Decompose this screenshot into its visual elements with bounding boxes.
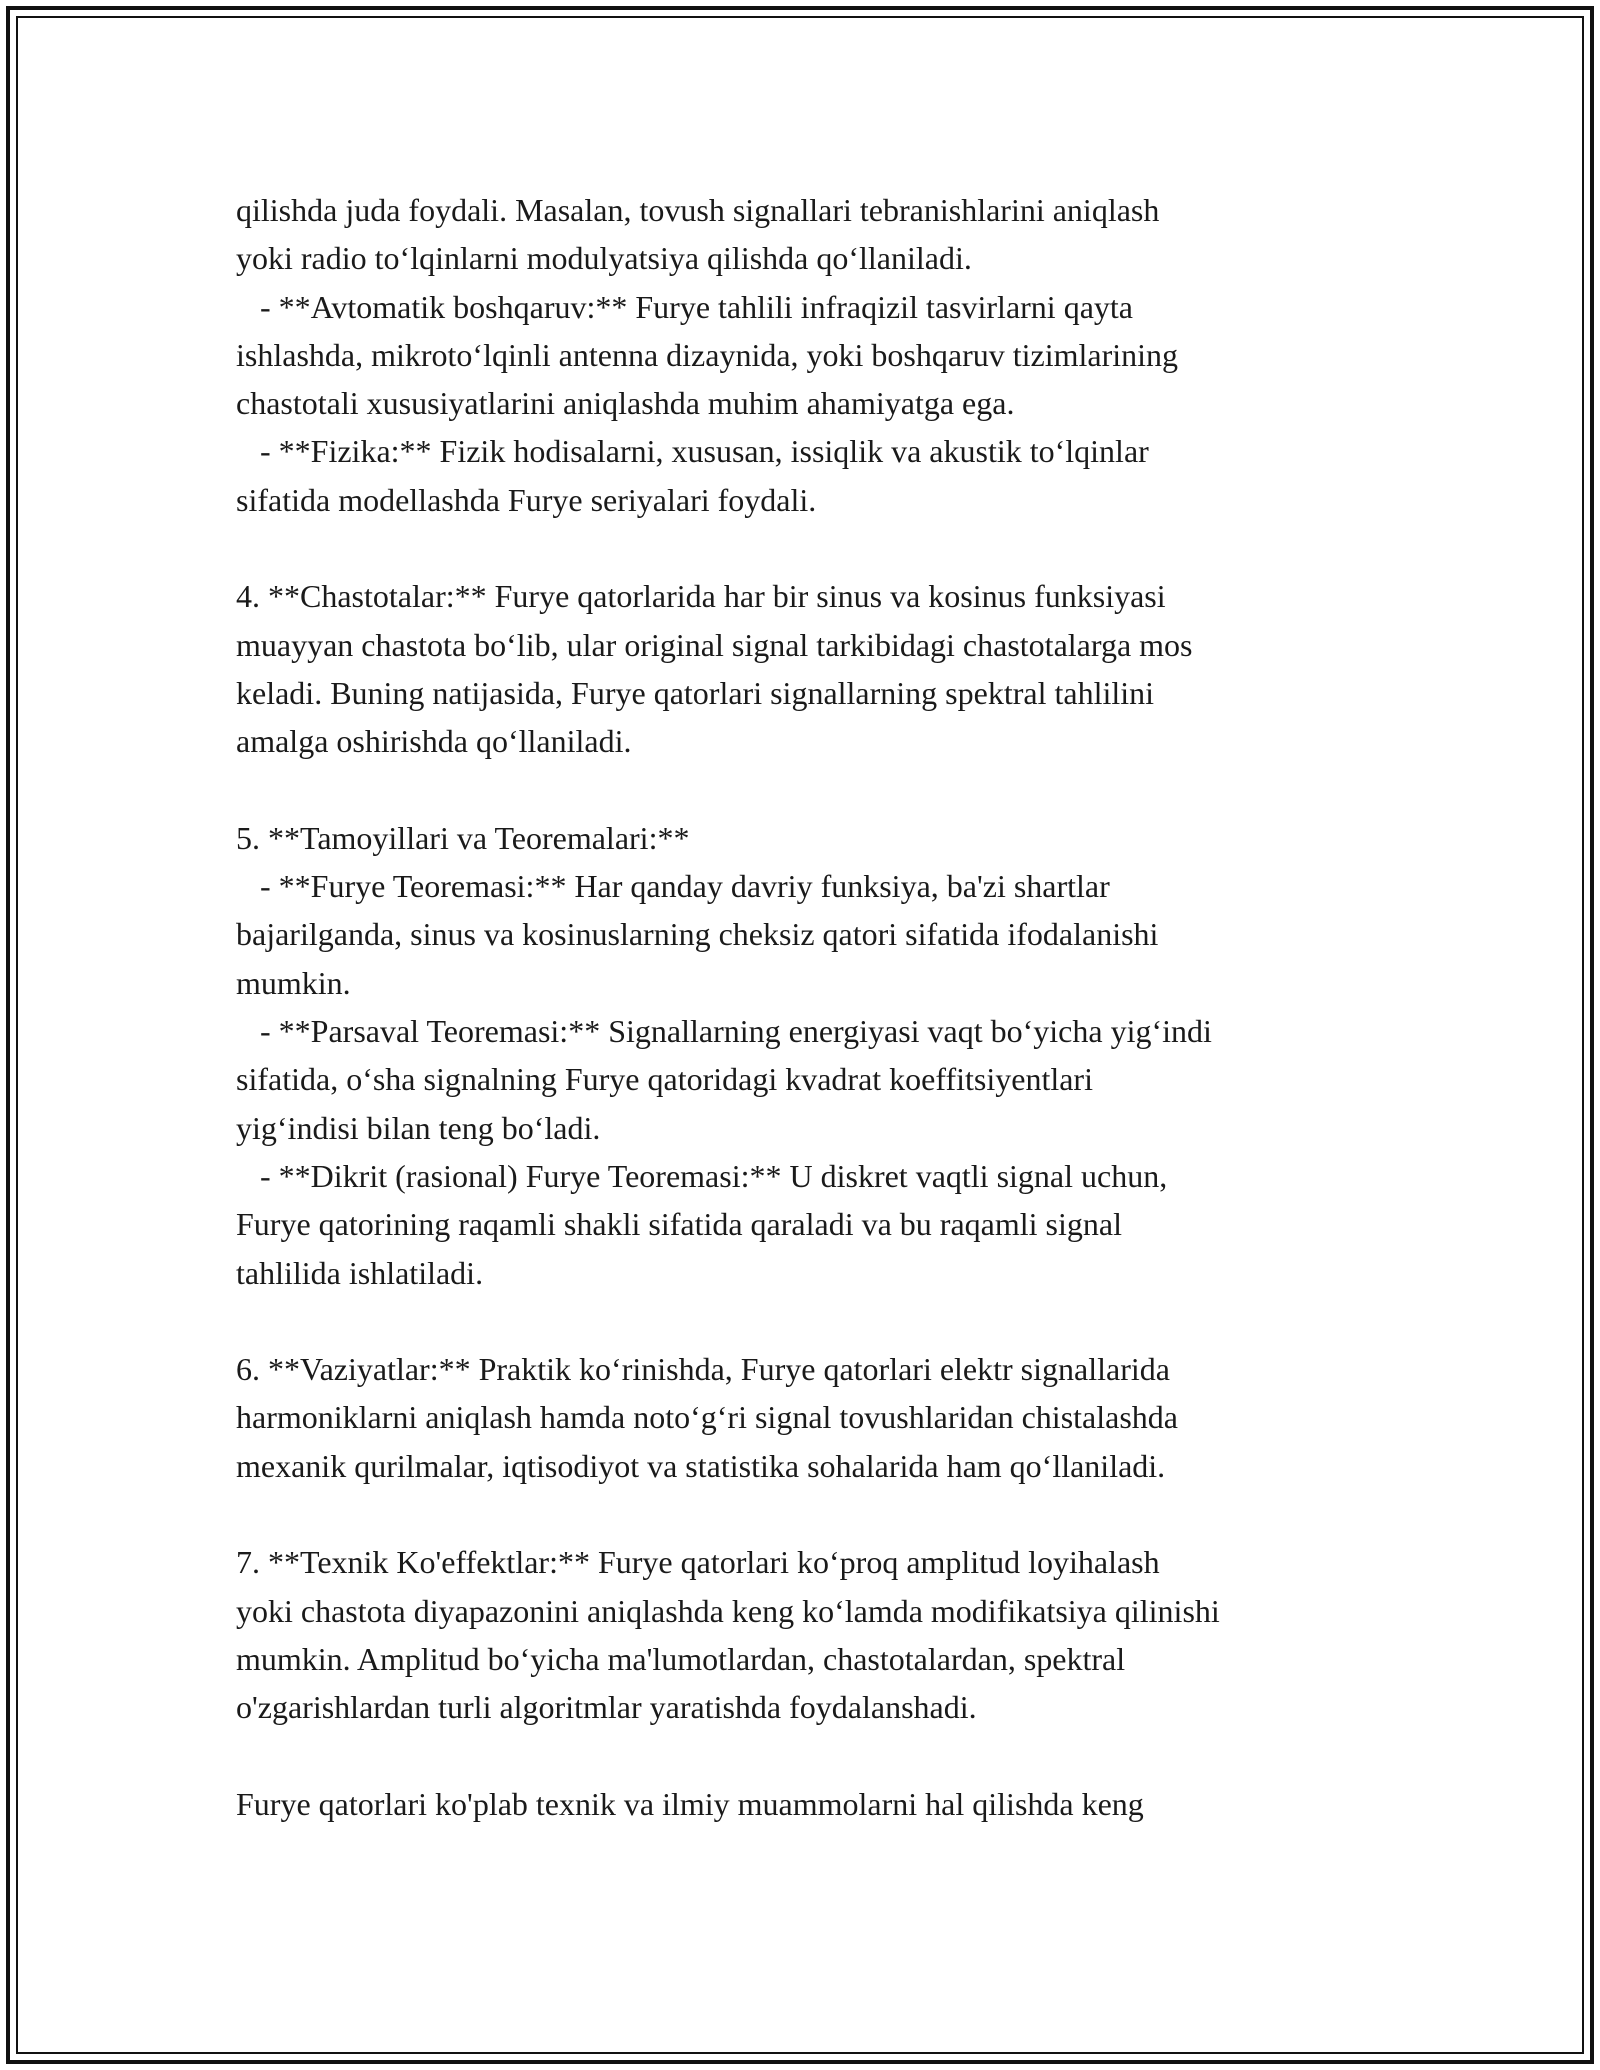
text-line: - **Dikrit (rasional) Furye Teoremasi:** U diskret vaqtli signal uchun,	[236, 1157, 1168, 1194]
text-line: 7. **Texnik Ko'effektlar:** Furye qatorlari ko‘proq amplitud loyihalash	[236, 1544, 1160, 1581]
text-line: harmoniklarni aniqlash hamda noto‘g‘ri signal tovushlaridan chistalashda	[236, 1399, 1178, 1436]
text-line: chastotali xususiyatlarini aniqlashda muhim ahamiyatga ega.	[236, 385, 1015, 422]
text-line: tahlilida ishlatiladi.	[236, 1254, 484, 1291]
text-line: o'zgarishlardan turli algoritmlar yaratishda foydalanshadi.	[236, 1689, 977, 1726]
text-line: mexanik qurilmalar, iqtisodiyot va statistika sohalarida ham qo‘llaniladi.	[236, 1447, 1166, 1484]
text-line: yoki chastota diyapazonini aniqlashda keng ko‘lamda modifikatsiya qilinishi	[236, 1592, 1220, 1629]
text-line: bajarilganda, sinus va kosinuslarning cheksiz qatori sifatida ifodalanishi	[236, 916, 1159, 953]
text-line: mumkin.	[236, 964, 351, 1001]
text-line: qilishda juda foydali. Masalan, tovush signallari tebranishlarini aniqlash	[236, 192, 1160, 228]
blank-line	[236, 1732, 1386, 1780]
text-line: 6. **Vaziyatlar:** Praktik ko‘rinishda, Furye qatorlari elektr signallarida	[236, 1351, 1170, 1388]
text-line: - **Avtomatik boshqaruv:** Furye tahlili infraqizil tasvirlarni qayta	[236, 288, 1133, 325]
text-line: 5. **Tamoyillari va Teoremalari:**	[236, 819, 690, 856]
text-line: - **Fizika:** Fizik hodisalarni, xususan, issiqlik va akustik to‘lqinlar	[236, 433, 1149, 470]
text-line: Furye qatorlari ko'plab texnik va ilmiy muammolarni hal qilishda keng	[236, 1785, 1144, 1822]
text-line: - **Parsaval Teoremasi:** Signallarning energiyasi vaqt bo‘yicha yig‘indi	[236, 1013, 1212, 1050]
text-line: Furye qatorining raqamli shakli sifatida qaraladi va bu raqamli signal	[236, 1206, 1122, 1243]
blank-line	[236, 524, 1386, 572]
text-line: muayyan chastota bo‘lib, ular original signal tarkibidagi chastotalarga mos	[236, 626, 1193, 663]
text-line: - **Furye Teoremasi:** Har qanday davriy funksiya, ba'zi shartlar	[236, 868, 1110, 905]
text-line: sifatida modellashda Furye seriyalari foydali.	[236, 481, 817, 518]
text-line: 4. **Chastotalar:** Furye qatorlarida har bir sinus va kosinus funksiyasi	[236, 578, 1166, 615]
blank-line	[236, 1490, 1386, 1538]
text-line: mumkin. Amplitud bo‘yicha ma'lumotlardan, chastotalardan, spektral	[236, 1640, 1126, 1677]
text-line: yoki radio to‘lqinlarni modulyatsiya qilishda qo‘llaniladi.	[236, 240, 972, 277]
text-line: sifatida, o‘sha signalning Furye qatoridagi kvadrat koeffitsiyentlari	[236, 1061, 1093, 1098]
text-line: amalga oshirishda qo‘llaniladi.	[236, 723, 632, 760]
text-line: ishlashda, mikroto‘lqinli antenna dizaynida, yoki boshqaruv tizimlarining	[236, 336, 1179, 373]
document-body	[236, 186, 1386, 1828]
text-line: keladi. Buning natijasida, Furye qatorlari signallarning spektral tahlilini	[236, 674, 1155, 711]
text-line: yig‘indisi bilan teng bo‘ladi.	[236, 1109, 601, 1146]
blank-line	[236, 766, 1386, 814]
blank-line	[236, 1297, 1386, 1345]
